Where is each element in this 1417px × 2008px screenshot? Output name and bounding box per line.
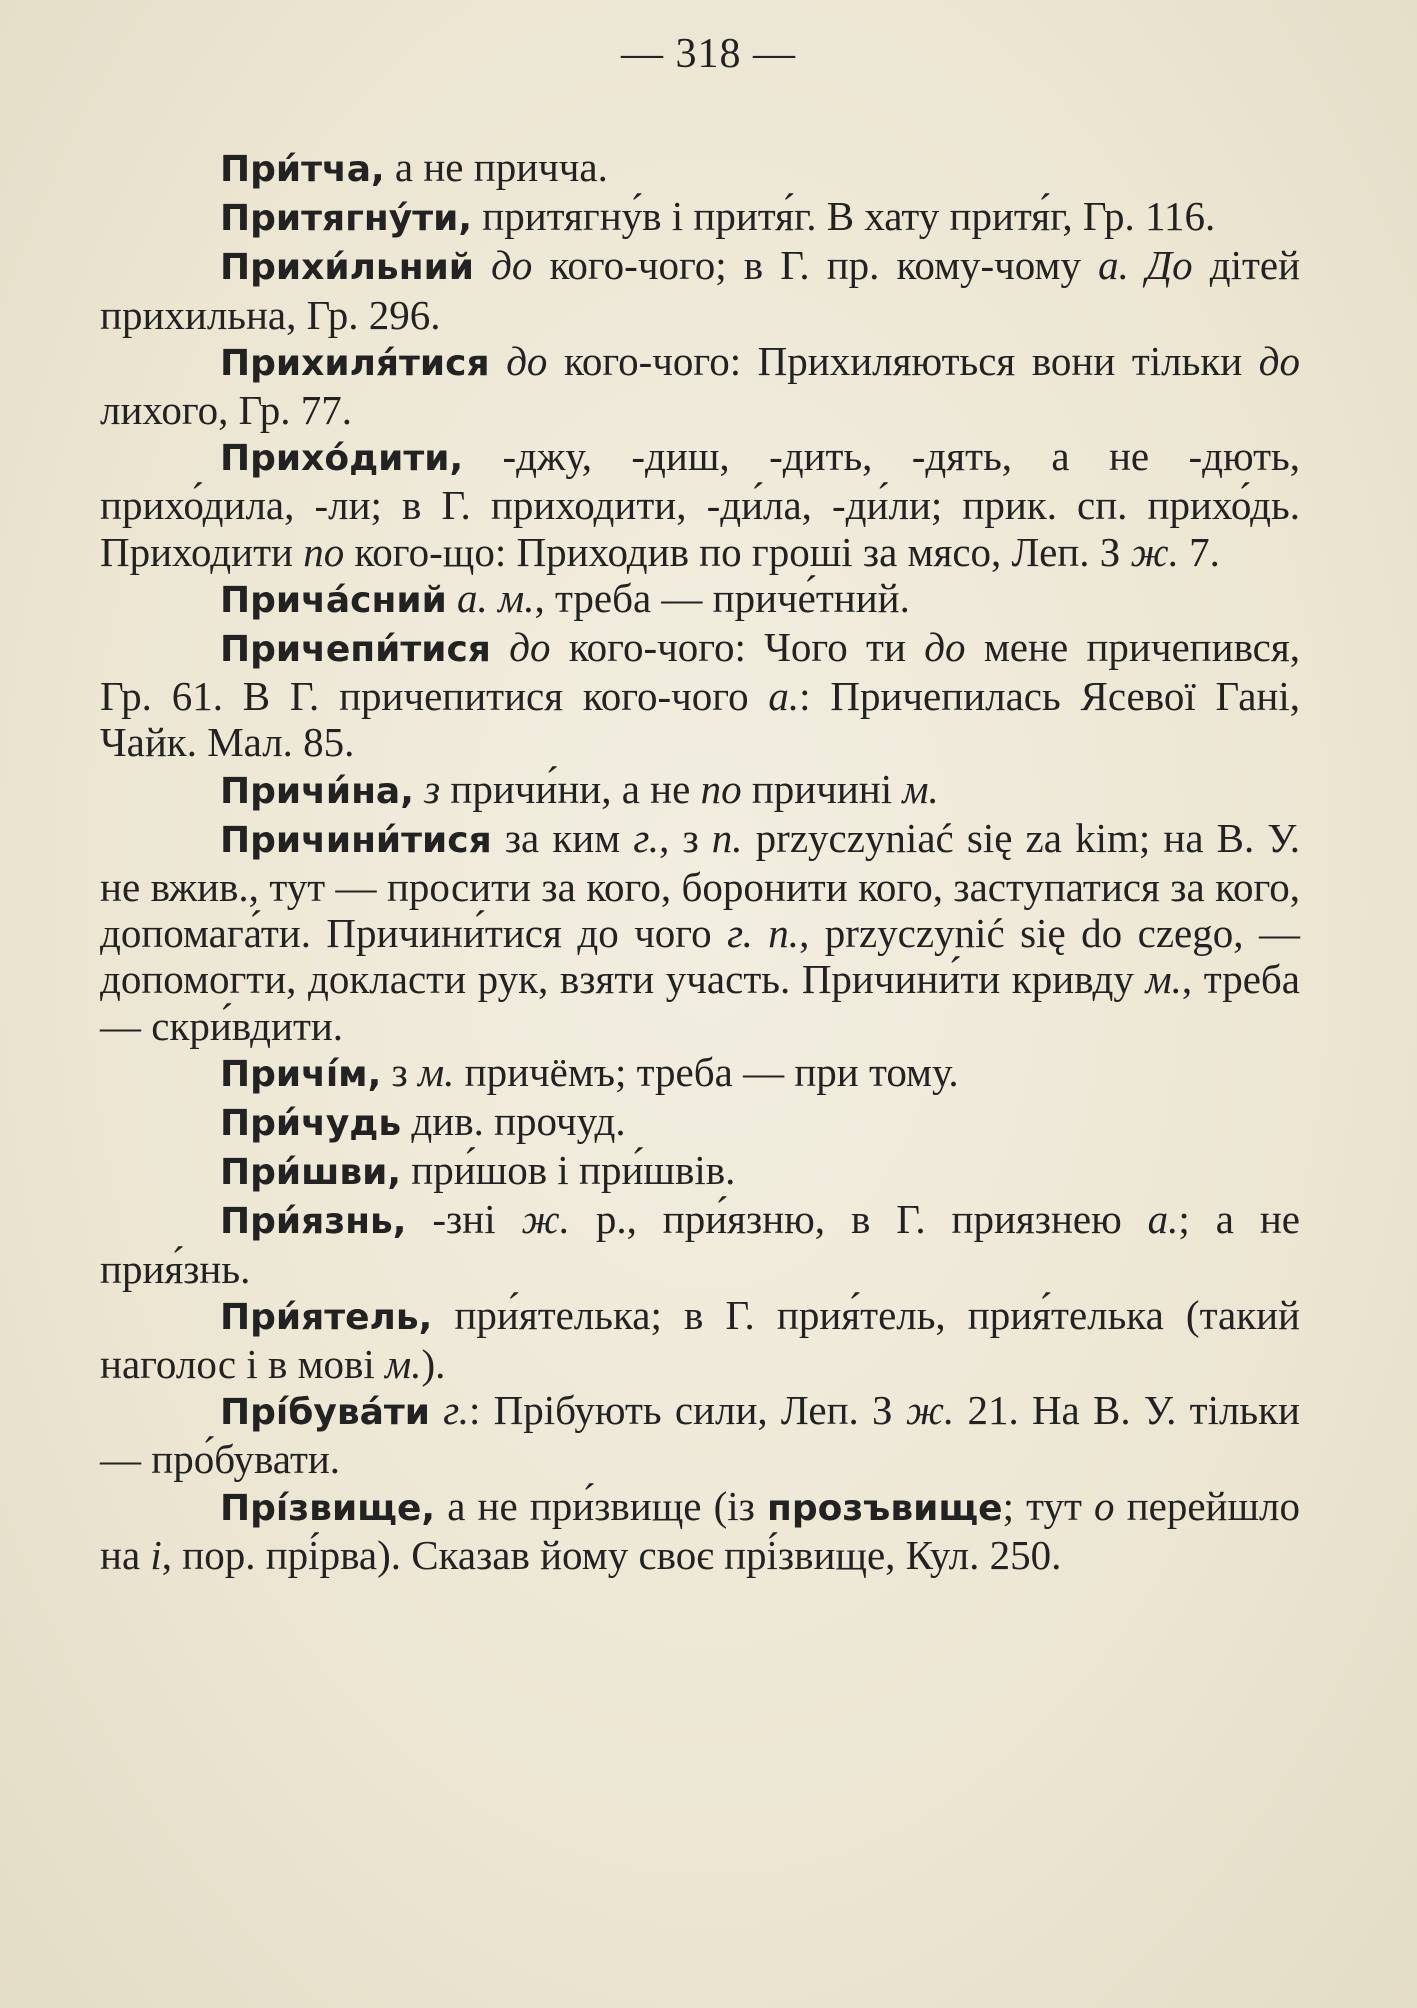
text-part: ; тут [1002, 1482, 1095, 1529]
entry-pryiatel [100, 1292, 1300, 1387]
text-part: мене причепився, Гр. 61. В Г. причепитися кого-чого [100, 624, 1300, 720]
text-part: лихого, Гр. 77. [100, 387, 353, 434]
text-part: -джу, -диш, -дить, -дять, а не -дють, прихо́дила, -ли; в Г. приходити, -ди́ла, -ди́ли; прик. сп. прихо́дь. Приходити [100, 433, 1300, 575]
text-part: ; а не прия́знь. [100, 1196, 1300, 1292]
text-part: за ким [491, 814, 634, 861]
entry-prychyna [100, 766, 1300, 815]
entries-list [100, 144, 1300, 1578]
text-part: кого-чого: Прихиляються вони тільки [547, 337, 1259, 384]
text-part: причи́ни, а не [440, 765, 701, 812]
text-part: , з [659, 814, 712, 861]
text-part: przyczyniać się za kim; на В. У. не вжив., тут — просити за кого, боронити кого, заступатися за кого, допомага́ти. Причини́тися до чого [100, 814, 1300, 957]
entry-pryshvy [100, 1147, 1300, 1196]
text-part: 7. [1178, 528, 1220, 575]
text-part [491, 624, 509, 670]
text-part [474, 242, 491, 288]
headword: Притягну́ти, [220, 198, 473, 240]
headword: При́шви, [220, 1152, 402, 1194]
entry-text: а не причча. [384, 144, 608, 190]
headword: Прі́звище, [220, 1487, 436, 1529]
italic-part: до [509, 624, 551, 671]
headword: Причини́тися [220, 819, 492, 861]
headword: При́ятель, [220, 1296, 433, 1338]
headword: Прича́сний [220, 579, 447, 621]
entry-prytiahnuty [100, 193, 1300, 242]
italic-part: а. [1098, 242, 1129, 289]
bold-part: прозъвище [767, 1487, 1003, 1529]
italic-part: м. [417, 1048, 455, 1095]
italic-part: г. [633, 814, 660, 861]
text-part: 21. На В. У. тільки — про́бувати. [100, 1387, 1300, 1483]
text-part: кого-чого: Чого ти [550, 624, 925, 671]
italic-part: до [924, 624, 966, 671]
entry-text: притягну́в і притя́г. В хату притя́г, Гр. 116. [472, 193, 1216, 240]
italic-part: до [506, 337, 548, 384]
entry-pribuvaty [100, 1387, 1300, 1482]
entry-pryiazn [100, 1196, 1300, 1291]
headword: При́тча, [220, 149, 385, 190]
text-part: перейшло на [100, 1482, 1300, 1578]
entry-prychasnyi [100, 575, 1300, 624]
italic-part: м. [1145, 956, 1182, 1003]
italic-part: до [491, 242, 533, 289]
headword: Прихиля́тися [220, 342, 490, 384]
text-part: дітей прихильна, Гр. 296. [100, 242, 1301, 338]
entry-prykhodyty [100, 433, 1300, 575]
entry-prizvyshche [100, 1483, 1300, 1578]
headword: Прихо́дити, [220, 438, 464, 480]
italic-part: а. [768, 673, 800, 720]
headword: Прі́бува́ти [220, 1392, 431, 1434]
page-number: — 318 — [621, 31, 796, 77]
italic-part: а. м. [457, 574, 535, 621]
italic-part: п. [711, 814, 743, 861]
entry-prychud [100, 1098, 1300, 1147]
text-part: з [381, 1048, 418, 1095]
headword: Прихи́льний [220, 247, 475, 289]
headword: Причепи́тися [220, 629, 491, 671]
entry-prykhyliatysia [100, 338, 1300, 433]
italic-part: ж. [1130, 528, 1179, 575]
entry-prychepytysia [100, 624, 1300, 766]
italic-part: і [150, 1531, 162, 1578]
text-part: : Причепилась Ясевої Гані, Чайк. Мал. 85. [100, 673, 1301, 766]
italic-part: До [1146, 242, 1193, 289]
entry-text: при́шов і при́швів. [401, 1147, 736, 1194]
italic-part: о [1094, 1482, 1115, 1529]
text-part: , przyczynić się do czego, — допомогти, докласти рук, взяти участь. Причини́ти кривду [100, 910, 1300, 1003]
headword: При́чудь [220, 1103, 402, 1145]
entry-prychim [100, 1049, 1300, 1098]
italic-part: ж. [521, 1196, 570, 1243]
entry-prytcha [100, 144, 1300, 193]
text-part: : Прібують сили, Леп. З [468, 1387, 906, 1434]
italic-part: по [700, 765, 742, 812]
text-part [447, 575, 457, 621]
text-part: при́ятелька; в Г. прия́тель, прия́телька (такий наголос і в мові [100, 1291, 1300, 1388]
text-part: причёмъ; треба — при тому. [454, 1048, 959, 1095]
italic-part: м. [385, 1341, 422, 1388]
text-part [1129, 242, 1146, 288]
text-part [414, 766, 424, 812]
text-part: , треба — приче́тний. [534, 574, 910, 621]
text-part: , треба — скри́вдити. [100, 956, 1300, 1049]
text-part: причині [741, 765, 903, 812]
text-part: кого-чого; в Г. пр. кому-чому [532, 242, 1099, 289]
italic-part: з [424, 765, 441, 812]
entry-prykhylnyi [100, 242, 1300, 337]
italic-part: ж. [905, 1387, 955, 1434]
headword: Причі́м, [220, 1053, 382, 1095]
italic-part: г. п. [727, 910, 800, 957]
text-part: -зні [406, 1196, 522, 1243]
entry-text: див. прочуд. [401, 1098, 626, 1145]
italic-part: по [303, 528, 345, 575]
italic-part: до [1258, 337, 1301, 384]
italic-part: а. [1147, 1196, 1179, 1243]
entry-prychynytysia [100, 815, 1300, 1049]
text-part [430, 1387, 443, 1433]
headword: Причи́на, [220, 770, 414, 812]
text-part: кого-що: Приходив по гроші за мясо, Леп. З [344, 528, 1131, 575]
text-part: а не при́звище (із [435, 1482, 767, 1529]
text-part: ). [421, 1341, 446, 1388]
headword: При́язнь, [220, 1201, 407, 1243]
text-part: р., при́язню, в Г. приязнею [569, 1196, 1148, 1243]
text-part: , пор. прі́рва). Сказав йому своє прі́звище, Кул. 250. [161, 1531, 1062, 1578]
text-part [490, 338, 507, 384]
italic-part: г. [443, 1387, 469, 1434]
italic-part: м. [902, 765, 939, 812]
